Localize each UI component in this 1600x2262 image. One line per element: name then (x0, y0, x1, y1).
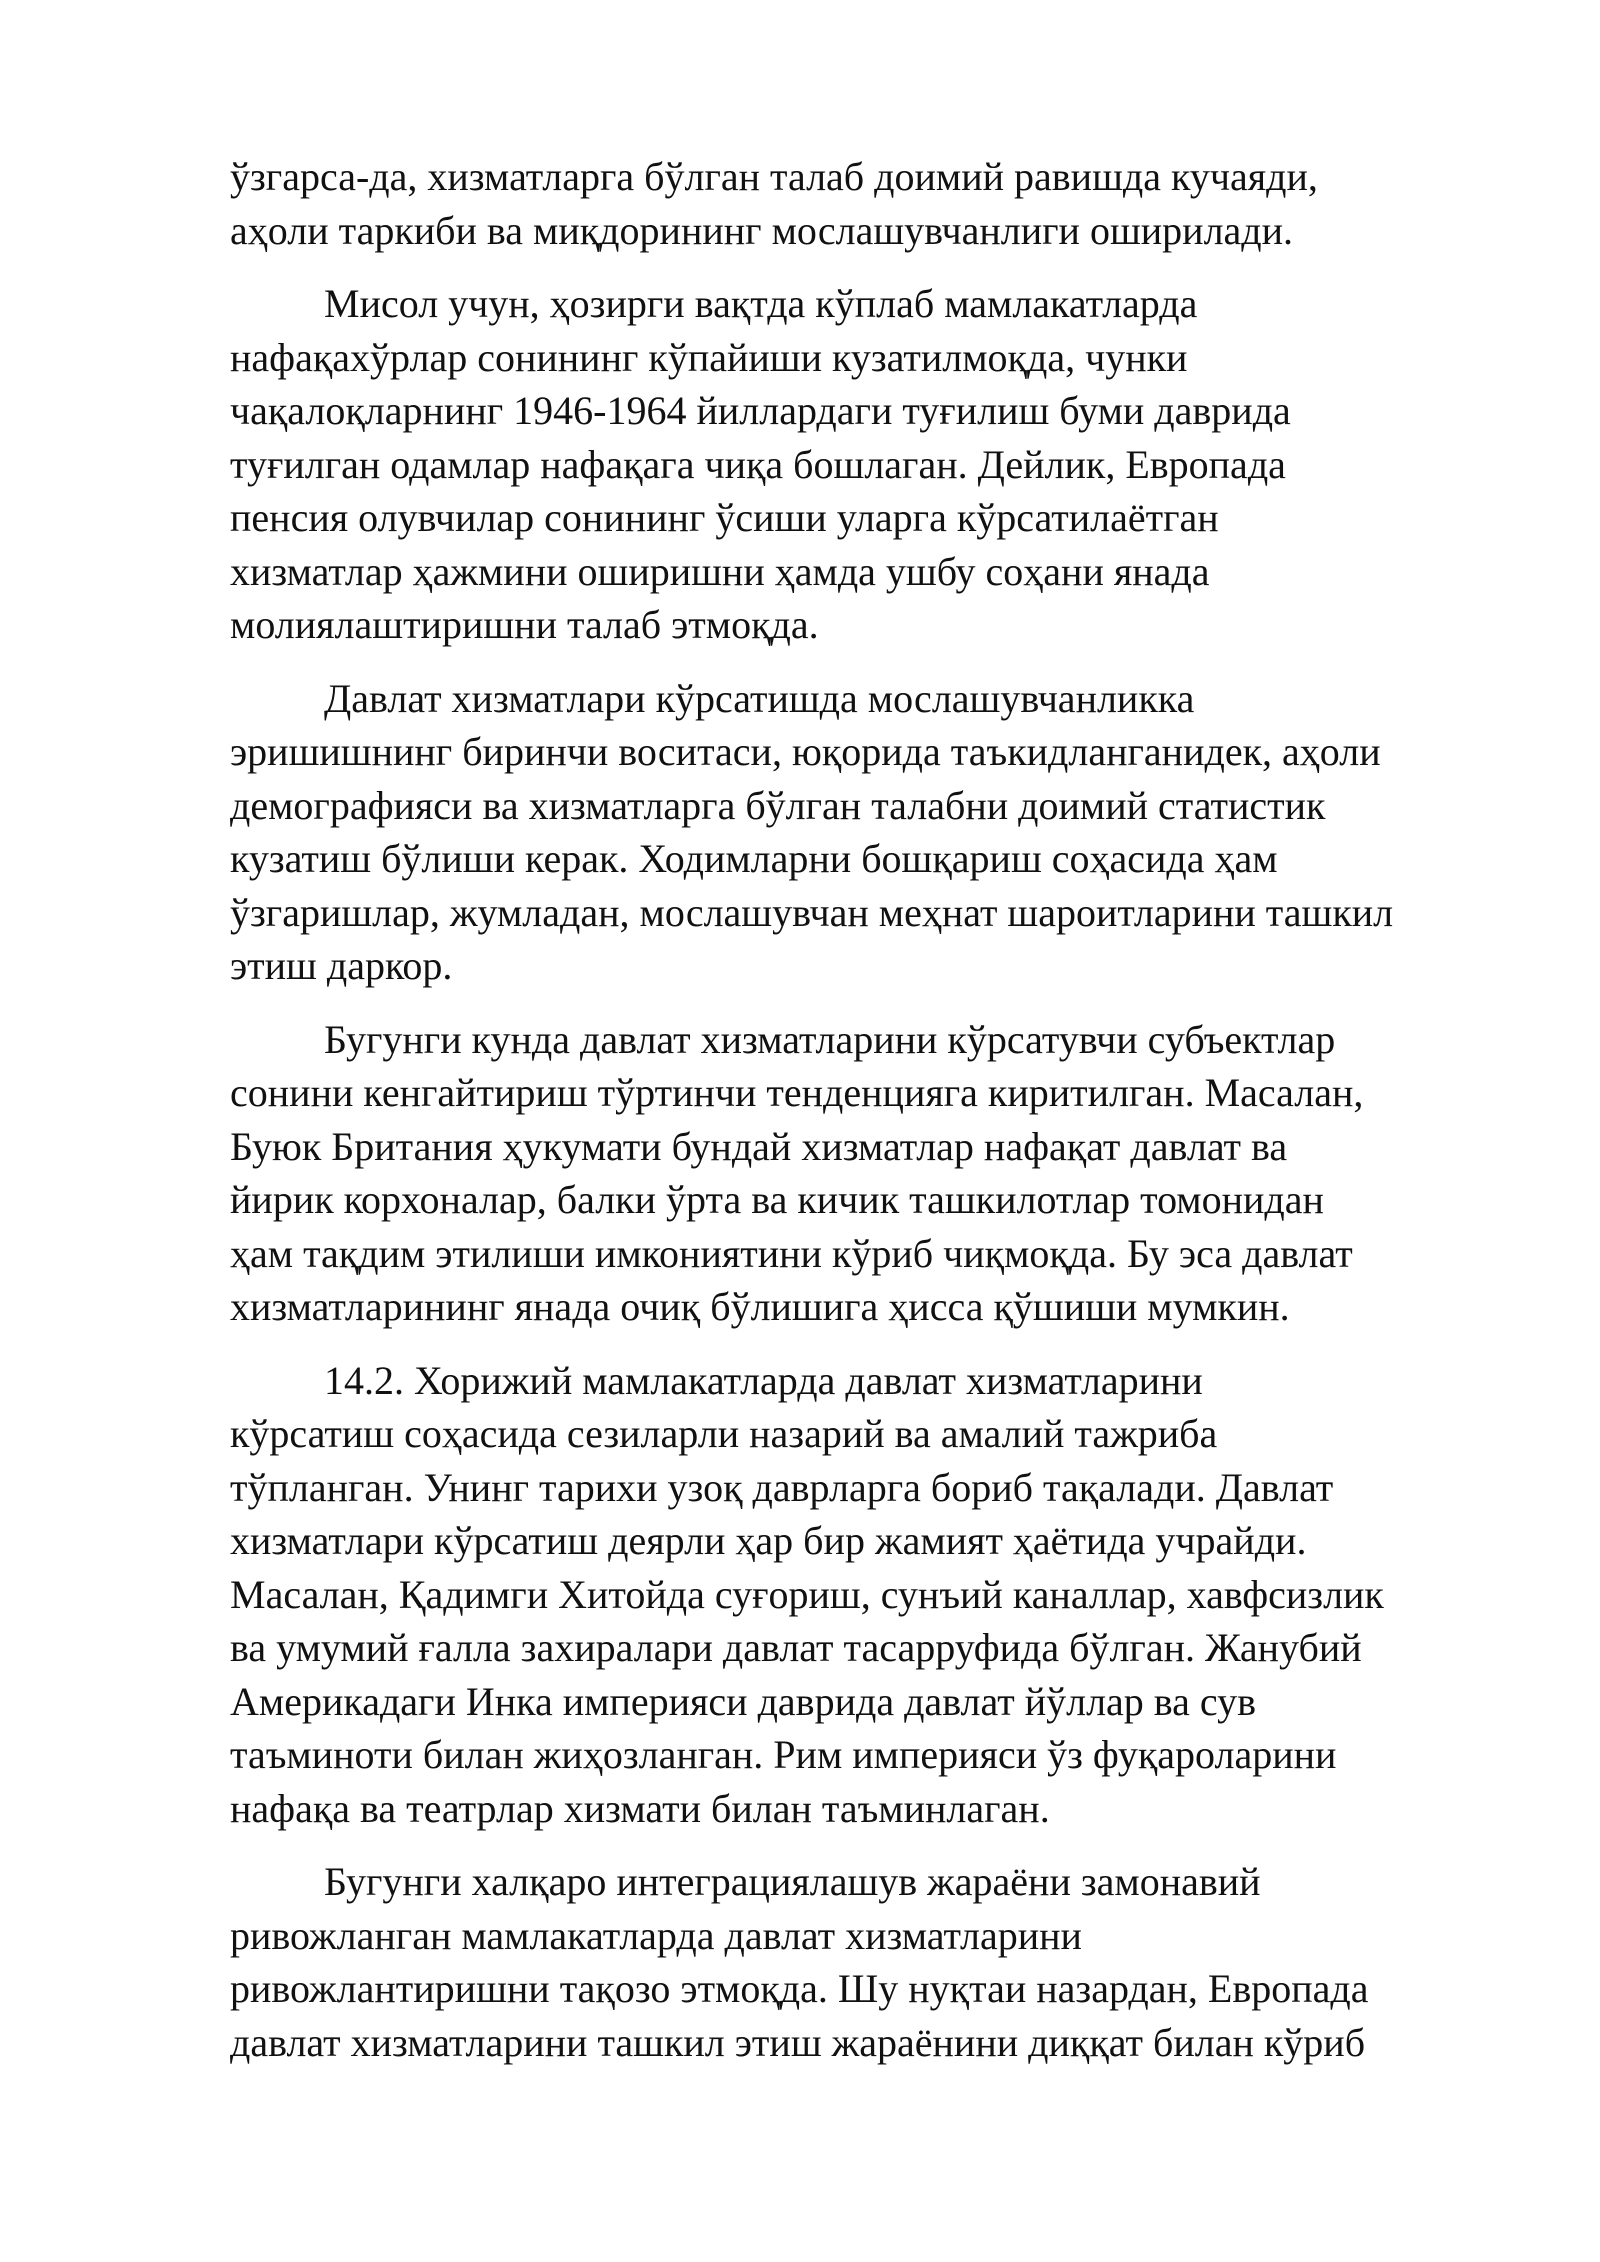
text-line: кузатиш бўлиши керак. Ходимларни бошқариш соҳасида ҳам (230, 836, 1278, 881)
text-line: ривожланган мамлакатларда давлат хизматларини (230, 1912, 1082, 1958)
paragraph (230, 150, 1495, 257)
text-line: ўзгаришлар, жумладан, мослашувчан меҳнат шароитларини ташкил (230, 889, 1394, 935)
text-line: Буюк Британия ҳукумати бундай хизматлар нафақат давлат ва (230, 1123, 1288, 1169)
text-line: сонини кенгайтириш тўртинчи тенденцияга киритилган. Масалан, (230, 1070, 1364, 1115)
text-line: Мисол учун, ҳозирги вақтда кўплаб мамлакатларда (324, 281, 1198, 326)
text-line: йирик корхоналар, балки ўрта ва кичик ташкилотлар томонидан (230, 1177, 1324, 1222)
paragraph (230, 672, 1495, 993)
text-line: тўпланган. Унинг тарихи узоқ даврларга бориб тақалади. Давлат (230, 1464, 1334, 1510)
text-line: демографияси ва хизматларга бўлган талабни доимий статистик (230, 782, 1326, 828)
paragraph (230, 277, 1495, 652)
text-line: ҳам тақдим этилиши имкониятини кўриб чиқмоқда. Бу эса давлат (230, 1230, 1353, 1276)
text-line: ривожлантиришни тақозо этмоқда. Шу нуқтаи назардан, Европада (230, 1966, 1369, 2011)
text-line: таъминоти билан жиҳозланган. Рим империяси ўз фуқароларини (230, 1732, 1337, 1777)
text-line: нафақахўрлар сонининг кўпайиши кузатилмоқда, чунки (230, 334, 1188, 380)
text-line: 14.2. Хорижий мамлакатларда давлат хизматларини (324, 1357, 1203, 1403)
text-line: чақалоқларнинг 1946-1964 йиллардаги туғилиш буми даврида (230, 388, 1291, 433)
text-line: хизматлари кўрсатиш деярли ҳар бир жамият ҳаётида учрайди. (230, 1518, 1307, 1563)
text-line: ўзгарса-да, хизматларга бўлган талаб доимий равишда кучаяди, (230, 154, 1318, 199)
text-line: этиш даркор. (230, 943, 453, 988)
text-line: хизматларининг янада очиқ бўлишига ҳисса қўшиши мумкин. (230, 1284, 1290, 1329)
text-line: Америкадаги Инка империяси даврида давлат йўллар ва сув (230, 1678, 1257, 1724)
text-line: аҳоли таркиби ва миқдорининг мослашувчанлиги оширилади. (230, 207, 1294, 253)
text-line: эришишнинг биринчи воситаси, юқорида таъкидланганидек, аҳоли (230, 729, 1381, 774)
text-line: кўрсатиш соҳасида сезиларли назарий ва амалий тажриба (230, 1411, 1218, 1456)
paragraph (230, 1013, 1495, 1334)
text-line: молиялаштиришни талаб этмоқда. (230, 602, 819, 647)
text-line: Масалан, Қадимги Хитойда суғориш, сунъий каналлар, хавфсизлик (230, 1571, 1384, 1617)
text-line: нафақа ва театрлар хизмати билан таъминлаган. (230, 1785, 1050, 1831)
text-line: Бугунги кунда давлат хизматларини кўрсатувчи субъектлар (324, 1016, 1336, 1062)
paragraph (230, 1354, 1495, 1836)
text-line: Бугунги халқаро интеграциялашув жараёни замонавий (324, 1859, 1261, 1904)
text-line: ва умумий ғалла захиралари давлат тасарруфида бўлган. Жанубий (230, 1625, 1362, 1670)
text-line: пенсия олувчилар сонининг ўсиши уларга кўрсатилаётган (230, 495, 1219, 540)
text-line: давлат хизматларини ташкил этиш жараёнини диққат билан кўриб (230, 2019, 1366, 2065)
document-body (230, 150, 1495, 2089)
text-line: туғилган одамлар нафақага чиқа бошлаган. Дейлик, Европада (230, 441, 1286, 487)
paragraph (230, 1855, 1495, 2069)
text-line: Давлат хизматлари кўрсатишда мослашувчанликка (324, 675, 1195, 721)
text-line: хизматлар ҳажмини оширишни ҳамда ушбу соҳани янада (230, 548, 1210, 594)
